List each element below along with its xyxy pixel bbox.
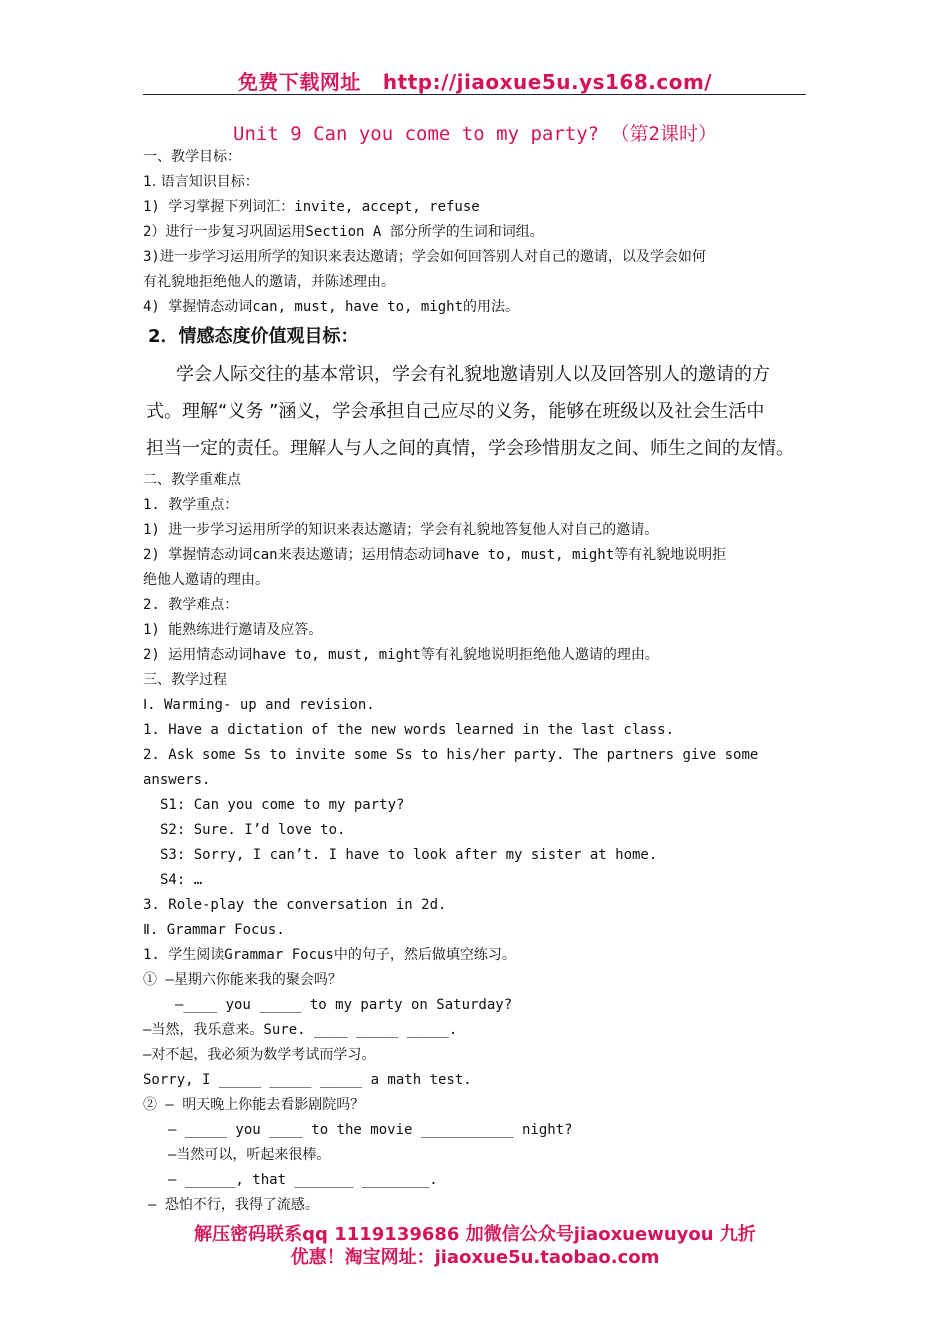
section1-item: 3)进一步学习运用所学的知识来表达邀请；学会如何回答别人对自己的邀请，以及学会如何	[143, 249, 706, 265]
section2-line: 1. 教学重点：	[143, 497, 239, 513]
footer-line: 优惠！淘宝网址：jiaoxue5u.taobao.com	[290, 1247, 660, 1268]
exercise-line: —当然可以，听起来很棒。	[168, 1147, 331, 1163]
exercise-line: — 恐怕不行，我得了流感。	[148, 1197, 319, 1213]
page-header	[0, 66, 950, 95]
section1-item: 有礼貌地拒绝他人的邀请，并陈述理由。	[143, 274, 395, 290]
section2-line: 1) 能熟练进行邀请及应答。	[143, 622, 323, 638]
attitude-paragraph	[146, 356, 826, 467]
paragraph-line: 担当一定的责任。理解人与人之间的真情，学会珍惜朋友之间、师生之间的友情。	[146, 438, 794, 459]
section3-line: Ⅰ. Warming- up and revision.	[143, 697, 375, 713]
paragraph-line: 学会人际交往的基本常识，学会有礼貌地邀请别人以及回答别人的邀请的方	[176, 364, 770, 385]
section1-sub2-heading: 2．情感态度价值观目标：	[148, 326, 359, 347]
section1-sub1: 1. 语言知识目标：	[143, 174, 259, 190]
dialogue-line: S2: Sure. I’d love to.	[160, 822, 346, 838]
section1-item: 2）进行一步复习巩固运用Section A 部分所学的生词和词组。	[143, 224, 544, 240]
section3-line: 3. Role-play the conversation in 2d.	[143, 897, 447, 913]
dialogue-line: S3: Sorry, I can’t. I have to look after my sister at home.	[160, 847, 658, 863]
section3-line: Ⅱ. Grammar Focus.	[143, 922, 285, 938]
section2-heading: 二、教学重难点	[143, 472, 241, 488]
section1-heading: 一、教学目标：	[143, 149, 241, 165]
header-divider	[143, 94, 806, 95]
section3-line: 1. Have a dictation of the new words learned in the last class.	[143, 722, 675, 738]
section1-item: 1) 学习掌握下列词汇：invite, accept, refuse	[143, 199, 480, 215]
exercise-line: Sorry, I _____ _____ _____ a math test.	[143, 1072, 472, 1088]
exercise-line: —对不起，我必须为数学考试而学习。	[143, 1047, 376, 1063]
exercise-line: —____ you _____ to my party on Saturday?	[175, 997, 513, 1013]
section2-line: 2) 运用情态动词have to, must, might等有礼貌地说明拒绝他人邀请的理由。	[143, 647, 659, 663]
document-title: Unit 9 Can you come to my party? （第2课时）	[233, 123, 717, 145]
section3-line: answers.	[143, 772, 211, 788]
dialogue-line: S1: Can you come to my party?	[160, 797, 405, 813]
exercise-line: — ______, that _______ ________.	[168, 1172, 438, 1188]
footer-line: 解压密码联系qq 1119139686 加微信公众号jiaoxuewuyou 九折	[194, 1224, 756, 1245]
header-url-link[interactable]: http://jiaoxue5u.ys168.com/	[382, 70, 713, 94]
dialogue-line: S4: …	[160, 872, 203, 888]
header-site-label: 免费下载网址	[237, 70, 361, 94]
exercise-line: —当然，我乐意来。Sure. ____ _____ _____.	[143, 1022, 458, 1038]
section2-line: 2. 教学难点：	[143, 597, 239, 613]
section3-heading: 三、教学过程	[143, 672, 227, 688]
section3-line: 2. Ask some Ss to invite some Ss to his/her party. The partners give some	[143, 747, 759, 763]
exercise-line: ② — 明天晚上你能去看影剧院吗？	[143, 1097, 365, 1113]
paragraph-line: 式。理解“义务 ”涵义，学会承担自己应尽的义务，能够在班级以及社会生活中	[146, 401, 765, 422]
section2-line: 绝他人邀请的理由。	[143, 572, 269, 588]
section2-line: 1) 进一步学习运用所学的知识来表达邀请；学会有礼貌地答复他人对自己的邀请。	[143, 522, 659, 538]
section1-item: 4) 掌握情态动词can, must, have to, might的用法。	[143, 299, 520, 315]
section2-line: 2) 掌握情态动词can来表达邀请；运用情态动词have to, must, might等有礼貌地说明拒	[143, 547, 727, 563]
section3-line: 1. 学生阅读Grammar Focus中的句子，然后做填空练习。	[143, 947, 516, 963]
exercise-line: — _____ you ____ to the movie ___________ night?	[168, 1122, 573, 1138]
exercise-line: ① —星期六你能来我的聚会吗？	[143, 972, 342, 988]
